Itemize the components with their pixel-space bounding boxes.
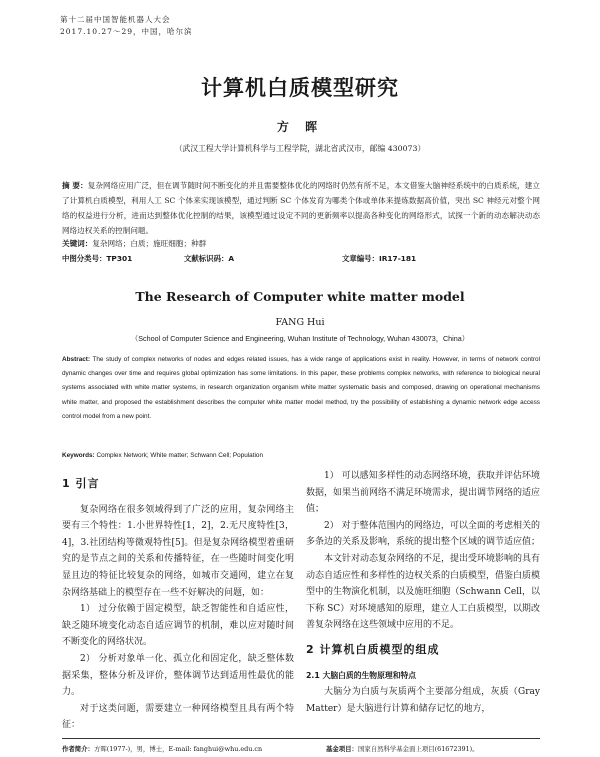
keywords-cn bbox=[62, 238, 206, 249]
section2-paragraph-1: 大脑分为白质与灰质两个主要部分组成，灰质（Gray Matter）是大脑进行计算和储存记忆的地方， bbox=[306, 687, 540, 714]
abstract-cn-text: 复杂网络应用广泛，但在调节随时间不断变化的并且需要整体优化的网络时仍然有所不足，本文借鉴大脑神经系统中的白质系统，建立了计算机白质模型，利用人工 SC 个体来实现该模型，通过判断 SC 个体发育为哪类个体或单体来提炼数据高价值，突出 SC 神经元对整个网络的权益进行分析，进而达到整体优化控制的结果，该模型通过设定不同的更新频率以提高各种变化的网络形式，试探一个新的动态解决动态网络边权关系的控制问题。 bbox=[62, 181, 540, 235]
conference-header bbox=[60, 14, 193, 38]
doc-code: 文献标识码：A bbox=[184, 254, 235, 263]
conference-date-place: 2017.10.27～29，中国，哈尔滨 bbox=[60, 27, 193, 36]
keywords-en bbox=[62, 452, 540, 459]
section-heading-intro: 1 引言 bbox=[62, 477, 100, 490]
conference-name: 第十二届中国智能机器人大会 bbox=[60, 15, 171, 24]
abstract-en bbox=[62, 353, 540, 424]
keywords-cn-text: 复杂网络；白质；施旺细胞；种群 bbox=[92, 239, 207, 248]
author-en: FANG Hui bbox=[275, 317, 325, 328]
footnote-fund bbox=[326, 744, 479, 753]
intro-paragraph-2: 对于这类问题，需要建立一种网络模型且具有两个特征： bbox=[62, 703, 294, 731]
paper-title-en: The Research of Computer white matter model bbox=[135, 289, 465, 304]
keywords-en-text: Complex Network; White matter; Schwann Cell; Population bbox=[96, 452, 264, 459]
abstract-en-label: Abstract: bbox=[62, 356, 91, 363]
keywords-cn-label: 关键词： bbox=[62, 239, 93, 248]
abstract-cn-label: 摘 要： bbox=[62, 181, 88, 190]
keywords-en-label: Keywords: bbox=[62, 452, 95, 459]
body-column-right bbox=[306, 468, 540, 717]
affiliation-en: （School of Computer Science and Engineering, Wuhan Institute of Technology, Wuhan 430073，China） bbox=[131, 334, 469, 343]
intro-paragraph-3: 本文针对动态复杂网络的不足，提出受环境影响的具有动态自适应性和多样性的边权关系的白质模型，借鉴白质模型中的生物演化机制，以及施旺细胞（Schwann Cell，以下称 SC）对环境感知的原理，建立人工白质模型，以期改善复杂网络在这些领域中应用的不足。 bbox=[306, 553, 541, 631]
footnote-fund-text: 国家自然科学基金面上项目(61672391)。 bbox=[357, 745, 479, 753]
paper-title-cn: 计算机白质模型研究 bbox=[201, 76, 399, 100]
footnote-divider bbox=[62, 738, 540, 739]
affiliation-cn: （武汉工程大学计算机科学与工程学院，湖北省武汉市，邮编 430073） bbox=[174, 144, 426, 153]
body-column-left bbox=[62, 468, 294, 734]
footnote-author-label: 作者简介： bbox=[62, 745, 94, 753]
footnote-author bbox=[62, 744, 262, 753]
footnote-fund-label: 基金项目： bbox=[326, 745, 358, 753]
article-number: 文章编号：IR17-181 bbox=[342, 254, 417, 263]
abstract-en-text: The study of complex networks of nodes and edges related issues, has a wide range of applications exist in reality. However, in terms of network control dynamic changes over time and requires global optimization has some limitations. In this paper, these problems complex networks, with reference to biological neural systems associated with white matter systems, in research organization organism white matter systematic basis and composed, drawing on operational mechanisms white matter, and proposed the establishment describes the computer white matter model method, try the possibility of establishing a dynamic network edge access control model from a new point. bbox=[62, 356, 540, 420]
author-cn: 方 晖 bbox=[276, 120, 324, 134]
intro-list-item-1: 1） 过分依赖于固定模型，缺乏智能性和自适应性，缺乏随环境变化动态自适应调节的机制，难以应对随时间不断变化的网络状况。 bbox=[62, 604, 294, 648]
footnote-author-text: 方晖(1977-)，男，博士，E-mail: fanghui@whu.edu.cn bbox=[93, 745, 263, 753]
section-heading-model: 2 计算机白质模型的组成 bbox=[306, 642, 440, 656]
clc-number: 中图分类号：TP301 bbox=[62, 254, 133, 263]
feature-item-2: 2） 对于整体范围内的网络边，可以全面的考虑相关的多条边的关系及影响，系统的提出整个区域的调节适应值； bbox=[306, 520, 541, 548]
subsection-heading-2-1: 2.1 大脑白质的生物原理和特点 bbox=[306, 670, 417, 680]
abstract-cn bbox=[62, 178, 540, 238]
intro-list-item-2: 2） 分析对象单一化、孤立化和固定化，缺乏整体数据采集，整体分析及评价，整体调节达到适用性最优的能力。 bbox=[62, 653, 294, 698]
intro-paragraph-1: 复杂网络在很多领域得到了广泛的应用，复杂网络主要有三个特性：1.小世界特性[1，2]，2.无尺度特性[3，4]，3.社团结构等微观特性[5]。但是复杂网络模型着重研究的是节点之间的关系和传播特征，在一些随时间变化明显且边的特征比较复杂的网络，如城市交通网，建立在复杂网络基础上的模型存在一些不好解决的问题，如： bbox=[62, 504, 294, 598]
feature-item-1: 1） 可以感知多样性的动态网络环境，获取并评估环境数据，如果当前网络不满足环境需求，提出调节网络的适应值； bbox=[306, 471, 541, 515]
